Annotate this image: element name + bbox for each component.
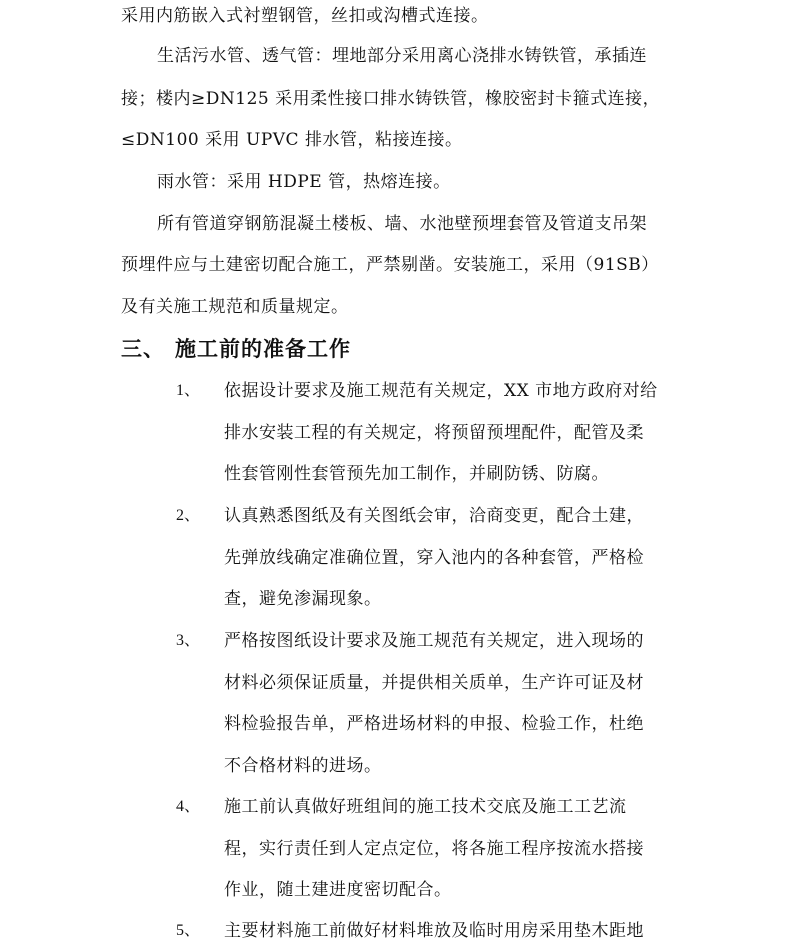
item-line: 严格按图纸设计要求及施工规范有关规定，进入现场的 bbox=[224, 631, 644, 651]
paragraph-line: 生活污水管、透气管：埋地部分采用离心浇排水铸铁管，承插连 bbox=[157, 46, 647, 66]
paragraph-line: 接；楼内≥DN125 采用柔性接口排水铸铁管，橡胶密封卡箍式连接， bbox=[121, 89, 661, 109]
paragraph-line: ≤DN100 采用 UPVC 排水管，粘接连接。 bbox=[121, 130, 463, 150]
item-line: 查，避免渗漏现象。 bbox=[224, 589, 382, 609]
section-number: 三、 bbox=[121, 337, 165, 361]
item-line: 先弹放线确定准确位置，穿入池内的各种套管，严格检 bbox=[224, 548, 644, 568]
item-line: 材料必须保证质量，并提供相关质单，生产许可证及材 bbox=[224, 673, 644, 693]
item-line: 不合格材料的进场。 bbox=[224, 756, 382, 776]
paragraph-line: 所有管道穿钢筋混凝土楼板、墙、水池壁预埋套管及管道支吊架 bbox=[157, 214, 647, 234]
item-line: 主要材料施工前做好材料堆放及临时用房采用垫木距地 bbox=[224, 921, 644, 941]
item-number: 4、 bbox=[176, 798, 201, 815]
paragraph-line: 及有关施工规范和质量规定。 bbox=[121, 297, 349, 317]
item-line: 排水安装工程的有关规定，将预留预埋配件，配管及柔 bbox=[224, 423, 644, 443]
item-line: 性套管刚性套管预先加工制作，并刷防锈、防腐。 bbox=[224, 464, 609, 484]
item-line: 料检验报告单，严格进场材料的申报、检验工作，杜绝 bbox=[224, 714, 644, 734]
paragraph-line: 预埋件应与土建密切配合施工，严禁剔凿。安装施工，采用（91SB） bbox=[121, 255, 659, 275]
item-line: 程，实行责任到人定点定位，将各施工程序按流水搭接 bbox=[224, 839, 644, 859]
item-line: 依据设计要求及施工规范有关规定，XX 市地方政府对给 bbox=[224, 381, 658, 401]
item-number: 1、 bbox=[176, 382, 201, 399]
item-number: 2、 bbox=[176, 507, 201, 524]
item-line: 作业，随土建进度密切配合。 bbox=[224, 880, 452, 900]
paragraph-line: 采用内筋嵌入式衬塑钢管，丝扣或沟槽式连接。 bbox=[121, 6, 489, 26]
item-number: 5、 bbox=[176, 922, 201, 939]
paragraph-line: 雨水管：采用 HDPE 管，热熔连接。 bbox=[157, 172, 451, 192]
section-title: 施工前的准备工作 bbox=[175, 337, 351, 361]
item-line: 认真熟悉图纸及有关图纸会审，洽商变更，配合土建， bbox=[224, 506, 644, 526]
item-line: 施工前认真做好班组间的施工技术交底及施工工艺流 bbox=[224, 797, 627, 817]
item-number: 3、 bbox=[176, 632, 201, 649]
